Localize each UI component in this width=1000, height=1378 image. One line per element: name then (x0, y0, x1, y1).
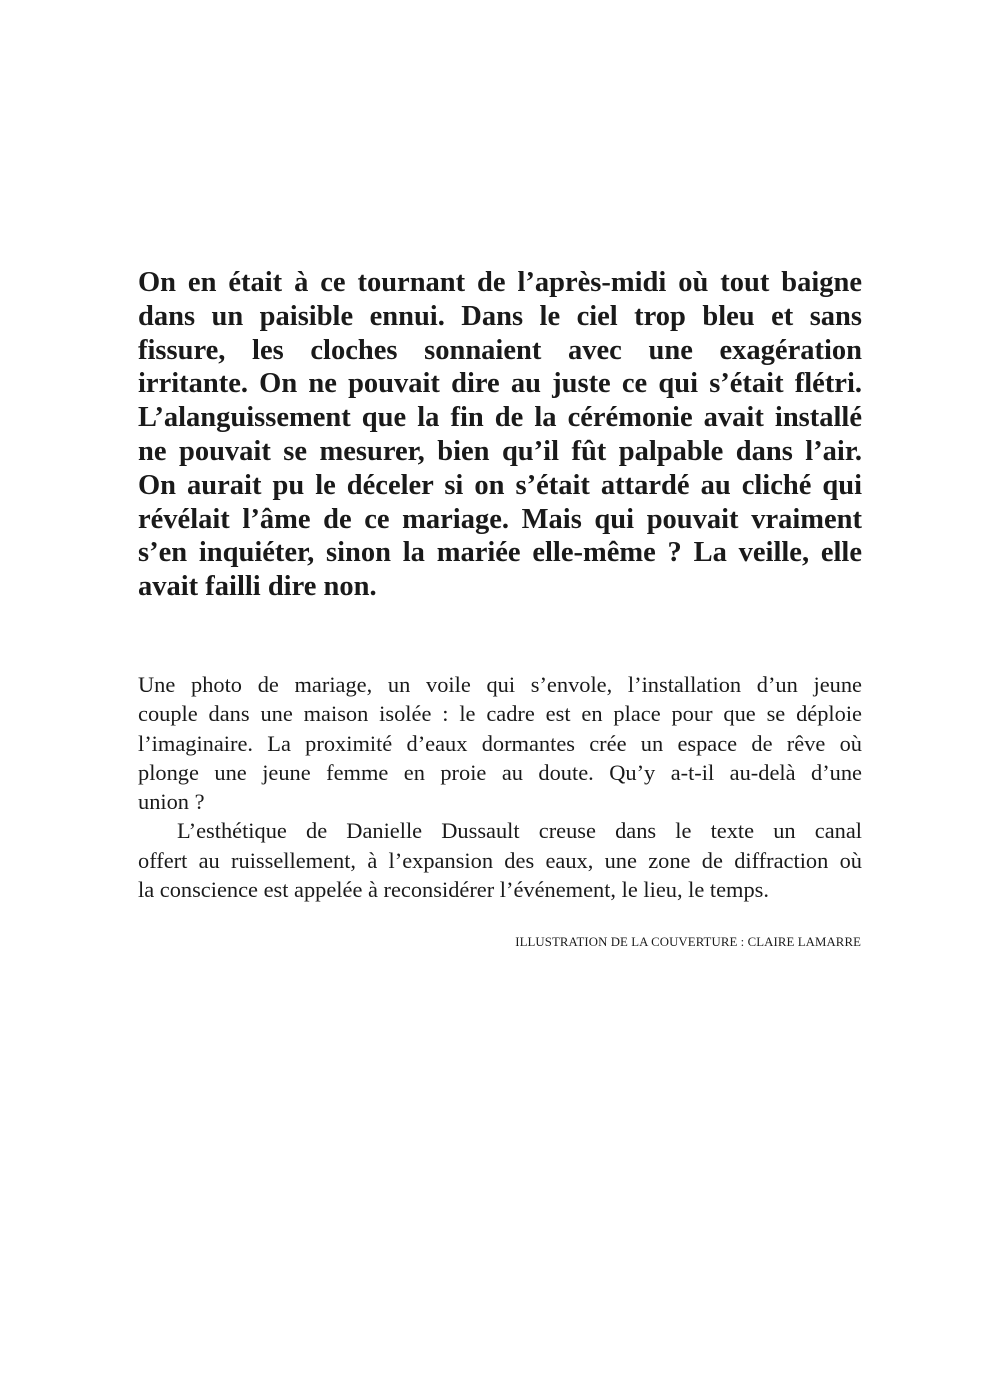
summary-line: offert au ruissellement, à l’expansion des eaux, une zone de diffraction où (138, 847, 862, 873)
summary-line: l’imaginaire. La proximité d’eaux dormantes crée un espace de rêve où (138, 730, 862, 756)
book-summary (138, 670, 862, 904)
summary-line: union ? (138, 789, 205, 815)
summary-line: couple dans une maison isolée : le cadre est en place pour que se déploie (138, 701, 862, 727)
excerpt-line: irritante. On ne pouvait dire au juste ce qui s’était flétri. (138, 368, 862, 400)
excerpt-line: On aurait pu le déceler si on s’était attardé au cliché qui (138, 469, 862, 501)
summary-line: Une photo de mariage, un voile qui s’envole, l’installation d’un jeune (138, 672, 862, 697)
excerpt-line: L’alanguissement que la fin de la cérémonie avait installé (138, 402, 862, 434)
cover-illustration-credit: ILLUSTRATION DE LA COUVERTURE : CLAIRE LAMARRE (515, 935, 861, 949)
excerpt-line: révélait l’âme de ce mariage. Mais qui pouvait vraiment (138, 503, 862, 535)
excerpt-line: On en était à ce tournant de l’après-midi où tout baigne (138, 267, 862, 298)
excerpt-line: avait failli dire non. (138, 571, 377, 603)
book-excerpt (138, 266, 862, 604)
summary-paragraph (138, 670, 862, 816)
summary-line: L’esthétique de Danielle Dussault creuse dans le texte un canal (177, 818, 862, 844)
summary-paragraph (138, 816, 862, 904)
excerpt-line: dans un paisible ennui. Dans le ciel trop bleu et sans (138, 300, 862, 332)
summary-line: plonge une jeune femme en proie au doute. Qu’y a-t-il au-delà d’une (138, 759, 862, 785)
excerpt-line: fissure, les cloches sonnaient avec une exagération (138, 334, 862, 366)
excerpt-line: ne pouvait se mesurer, bien qu’il fût palpable dans l’air. (138, 435, 862, 467)
excerpt-line: s’en inquiéter, sinon la mariée elle-même ? La veille, elle (138, 537, 862, 569)
summary-line: la conscience est appelée à reconsidérer l’événement, le lieu, le temps. (138, 877, 769, 903)
